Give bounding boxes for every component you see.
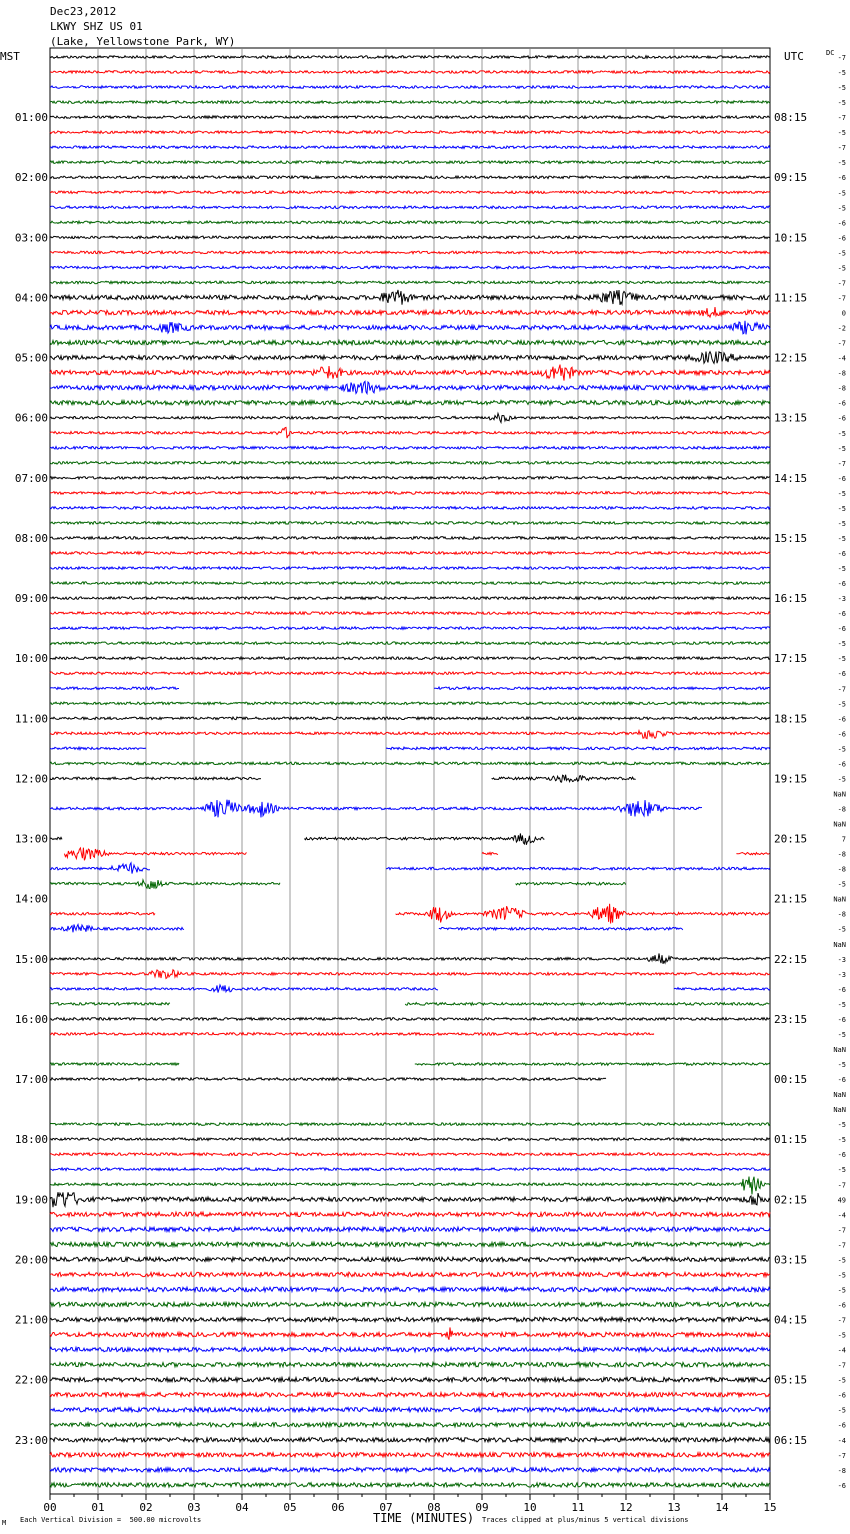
trace-blue: [50, 1347, 770, 1351]
dc-offset-label: -5: [837, 1121, 846, 1130]
left-hour-label: 04:00: [14, 291, 48, 305]
trace-blue: [50, 447, 770, 450]
dc-offset-label: -5: [837, 519, 846, 528]
dc-offset-label: -5: [837, 1136, 846, 1145]
dc-offset-label: -5: [837, 1166, 846, 1175]
dc-offset-label: -3: [837, 595, 846, 604]
right-hour-label: 21:15: [774, 892, 808, 906]
right-hour-label: 14:15: [774, 471, 808, 485]
dc-offset-label: -5: [837, 189, 846, 198]
dc-offset-label: -6: [837, 760, 846, 769]
dc-offset-label: -5: [837, 159, 846, 168]
dc-offset-label: -5: [837, 880, 846, 889]
trace-blue: [50, 1287, 770, 1291]
trace-black: [50, 1317, 770, 1321]
right-hour-label: 17:15: [774, 652, 808, 666]
trace-black: [50, 176, 770, 179]
trace-green: [50, 702, 770, 705]
trace-green: [50, 522, 770, 525]
x-tick-label: 00: [43, 1501, 57, 1514]
trace-red: [50, 1033, 654, 1036]
dc-offset-label: -6: [837, 1076, 846, 1085]
dc-offset-label: -6: [837, 234, 846, 243]
left-timezone-label: MST: [0, 50, 20, 63]
dc-offset-label: -6: [837, 715, 846, 724]
dc-offset-label: 0: [841, 309, 846, 318]
dc-offset-label: -8: [837, 384, 846, 393]
x-tick-label: 02: [139, 1501, 153, 1514]
trace-black: [50, 537, 770, 540]
dc-offset-label: -6: [837, 1421, 846, 1430]
dc-offset-label: -5: [837, 1286, 846, 1295]
dc-offset-label: -5: [837, 264, 846, 273]
trace-red: [396, 904, 770, 924]
trace-black: [50, 477, 770, 480]
dc-offset-label: -5: [837, 489, 846, 498]
x-tick-label: 04: [235, 1501, 249, 1514]
trace-red: [50, 307, 770, 317]
dc-offset-label: NaN: [833, 1091, 846, 1100]
trace-green: [50, 161, 770, 164]
dc-offset-label: -6: [837, 985, 846, 994]
trace-red: [50, 251, 770, 254]
dc-offset-label: -7: [837, 1226, 846, 1235]
trace-black: [50, 290, 770, 305]
trace-blue: [50, 206, 770, 209]
dc-offset-label: 49: [837, 1196, 846, 1205]
trace-green: [50, 462, 770, 465]
dc-offset-label: -3: [837, 955, 846, 964]
trace-green: [50, 1423, 770, 1427]
dc-offset-label: -6: [837, 1481, 846, 1490]
trace-green: [50, 582, 770, 585]
dc-offset-label: -6: [837, 1015, 846, 1024]
dc-offset-label: -8: [837, 369, 846, 378]
trace-green: [50, 1483, 770, 1487]
dc-offset-label: -4: [837, 1436, 846, 1445]
trace-black: [492, 775, 636, 782]
dc-offset-label: -5: [837, 204, 846, 213]
dc-offset-label: 7: [841, 835, 846, 844]
dc-offset-label: -6: [837, 1301, 846, 1310]
dc-offset-label: -5: [837, 1376, 846, 1385]
dc-offset-label: -6: [837, 625, 846, 634]
left-hour-label: 21:00: [14, 1313, 48, 1327]
dc-offset-label: -6: [837, 580, 846, 589]
right-hour-label: 06:15: [774, 1433, 808, 1447]
trace-blue: [50, 627, 770, 630]
trace-green: [50, 101, 770, 104]
x-tick-label: 06: [331, 1501, 345, 1514]
left-hour-label: 06:00: [14, 411, 48, 425]
x-tick-label: 15: [763, 1501, 777, 1514]
left-hour-label: 18:00: [14, 1133, 48, 1147]
trace-green: [50, 1242, 770, 1246]
dc-offset-label: -4: [837, 354, 846, 363]
dc-offset-label: -7: [837, 54, 846, 62]
plot-date: Dec23,2012: [50, 5, 117, 18]
trace-black: [50, 56, 770, 59]
right-timezone-label: UTC: [784, 50, 804, 63]
x-tick-label: 05: [283, 1501, 297, 1514]
trace-blue: [50, 321, 770, 335]
left-hour-label: 02:00: [14, 171, 48, 185]
dc-offset-label: -7: [837, 685, 846, 694]
dc-offset-label: -7: [837, 294, 846, 303]
dc-offset-label: -3: [837, 970, 846, 979]
trace-green: [50, 401, 770, 405]
trace-red: [50, 1153, 770, 1156]
dc-offset-label: -5: [837, 775, 846, 784]
station-code: LKWY SHZ US 01: [50, 20, 143, 33]
trace-red: [50, 731, 770, 739]
x-tick-label: 11: [571, 1501, 585, 1514]
trace-green: [50, 1302, 770, 1306]
trace-blue: [50, 381, 770, 393]
trace-black: [50, 236, 770, 239]
right-hour-label: 13:15: [774, 411, 808, 425]
left-hour-label: 14:00: [14, 892, 48, 906]
dc-offset-label: -5: [837, 1000, 846, 1009]
dc-offset-label: -5: [837, 700, 846, 709]
trace-green: [50, 281, 770, 284]
x-tick-label: 09: [475, 1501, 489, 1514]
trace-blue: [50, 800, 702, 818]
trace-red: [50, 1453, 770, 1457]
left-hour-label: 23:00: [14, 1433, 48, 1447]
dc-header-label: DC: [826, 49, 835, 57]
trace-red: [482, 852, 498, 854]
trace-red: [50, 970, 770, 979]
x-tick-label: 12: [619, 1501, 633, 1514]
dc-offset-label: -7: [837, 1316, 846, 1325]
dc-offset-label: -7: [837, 144, 846, 153]
left-hour-label: 11:00: [14, 712, 48, 726]
dc-offset-label: -7: [837, 279, 846, 288]
dc-offset-label: -7: [837, 459, 846, 468]
trace-blue: [50, 985, 438, 993]
trace-black: [50, 1078, 606, 1081]
trace-red: [50, 552, 770, 555]
dc-offset-label: -5: [837, 534, 846, 543]
trace-black: [50, 1257, 770, 1261]
right-hour-label: 23:15: [774, 1012, 808, 1026]
trace-blue: [50, 1468, 770, 1472]
trace-blue: [50, 266, 770, 269]
trace-black: [50, 777, 261, 780]
left-hour-label: 15:00: [14, 952, 48, 966]
trace-blue: [50, 925, 184, 933]
left-hour-label: 17:00: [14, 1073, 48, 1087]
dc-offset-label: -6: [837, 414, 846, 423]
dc-offset-label: -5: [837, 640, 846, 649]
dc-offset-label: -7: [837, 1241, 846, 1250]
dc-offset-label: -6: [837, 610, 846, 619]
x-tick-label: 13: [667, 1501, 681, 1514]
dc-offset-label: -5: [837, 1256, 846, 1265]
dc-offset-label: -6: [837, 670, 846, 679]
left-hour-label: 20:00: [14, 1253, 48, 1267]
dc-offset-label: NaN: [833, 1106, 846, 1115]
trace-red: [736, 853, 769, 855]
dc-offset-label: -6: [837, 219, 846, 228]
dc-offset-label: -5: [837, 1406, 846, 1415]
dc-offset-label: -5: [837, 745, 846, 754]
dc-offset-label: -7: [837, 1361, 846, 1370]
dc-offset-label: -7: [837, 114, 846, 123]
trace-red: [50, 1272, 770, 1276]
trace-blue: [50, 146, 770, 149]
right-hour-label: 08:15: [774, 111, 808, 125]
dc-offset-label: -8: [837, 850, 846, 859]
trace-blue: [50, 863, 150, 874]
dc-offset-label: -7: [837, 339, 846, 348]
trace-black: [304, 833, 544, 844]
trace-blue: [50, 1408, 770, 1412]
trace-red: [50, 672, 770, 675]
trace-blue: [439, 927, 683, 930]
dc-offset-label: NaN: [833, 940, 846, 949]
dc-offset-label: -5: [837, 1331, 846, 1340]
trace-black: [50, 116, 770, 119]
trace-black: [50, 1138, 770, 1141]
right-hour-label: 22:15: [774, 952, 808, 966]
trace-green: [50, 1177, 770, 1195]
dc-offset-label: -5: [837, 249, 846, 258]
left-hour-label: 19:00: [14, 1193, 48, 1207]
right-hour-label: 12:15: [774, 351, 808, 365]
right-hour-label: 09:15: [774, 171, 808, 185]
dc-offset-label: -7: [837, 1181, 846, 1190]
x-tick-label: 08: [427, 1501, 441, 1514]
trace-red: [50, 191, 770, 194]
left-hour-label: 12:00: [14, 772, 48, 786]
plot-frame: [50, 48, 770, 1494]
dc-offset-label: -8: [837, 805, 846, 814]
dc-offset-label: -6: [837, 174, 846, 183]
dc-offset-label: -6: [837, 1151, 846, 1160]
dc-offset-label: NaN: [833, 790, 846, 799]
trace-green: [50, 1003, 170, 1006]
trace-red: [50, 131, 770, 134]
dc-offset-label: -6: [837, 399, 846, 408]
x-axis-label: TIME (MINUTES): [373, 1511, 475, 1525]
dc-offset-label: -5: [837, 444, 846, 453]
trace-red: [50, 71, 770, 74]
trace-black: [50, 954, 770, 964]
right-hour-label: 19:15: [774, 772, 808, 786]
trace-green: [50, 642, 770, 645]
right-hour-label: 02:15: [774, 1193, 808, 1207]
left-hour-label: 16:00: [14, 1012, 48, 1026]
left-hour-label: 22:00: [14, 1373, 48, 1387]
left-hour-label: 08:00: [14, 531, 48, 545]
dc-offset-label: NaN: [833, 820, 846, 829]
trace-green: [50, 762, 770, 765]
x-tick-label: 03: [187, 1501, 201, 1514]
x-tick-label: 14: [715, 1501, 729, 1514]
dc-offset-label: -2: [837, 324, 846, 333]
trace-blue: [434, 687, 770, 690]
right-hour-label: 20:15: [774, 832, 808, 846]
trace-green: [415, 1063, 770, 1066]
trace-green: [405, 1003, 769, 1006]
left-hour-label: 05:00: [14, 351, 48, 365]
dc-offset-label: -5: [837, 655, 846, 664]
x-tick-label: 01: [91, 1501, 105, 1514]
dc-offset-label: -5: [837, 925, 846, 934]
right-hour-label: 10:15: [774, 231, 808, 245]
trace-red: [50, 612, 770, 615]
x-tick-label: 07: [379, 1501, 393, 1514]
trace-red: [50, 912, 155, 915]
trace-blue: [50, 567, 770, 570]
x-tick-label: 10: [523, 1501, 537, 1514]
dc-offset-label: -5: [837, 565, 846, 574]
trace-blue: [50, 1168, 770, 1171]
right-hour-label: 15:15: [774, 531, 808, 545]
dc-offset-label: NaN: [833, 895, 846, 904]
trace-black: [50, 657, 770, 660]
dc-offset-label: -5: [837, 1061, 846, 1070]
trace-red: [50, 492, 770, 495]
dc-offset-label: -8: [837, 910, 846, 919]
trace-black: [50, 1018, 770, 1021]
right-hour-label: 03:15: [774, 1253, 808, 1267]
dc-offset-label: -8: [837, 865, 846, 874]
right-hour-label: 01:15: [774, 1133, 808, 1147]
dc-offset-label: -5: [837, 84, 846, 93]
trace-green: [50, 1063, 179, 1066]
trace-green: [50, 1123, 770, 1126]
station-location: (Lake, Yellowstone Park, WY): [50, 35, 236, 48]
dc-offset-label: -5: [837, 69, 846, 78]
trace-red: [50, 1327, 770, 1339]
dc-offset-label: -7: [837, 1451, 846, 1460]
trace-black: [50, 597, 770, 600]
right-hour-label: 18:15: [774, 712, 808, 726]
trace-green: [50, 1362, 770, 1366]
right-hour-label: 04:15: [774, 1313, 808, 1327]
trace-red: [50, 427, 770, 438]
right-hour-label: 05:15: [774, 1373, 808, 1387]
corner-mark: M: [2, 1519, 7, 1527]
trace-black: [50, 1377, 770, 1381]
dc-offset-label: -5: [837, 504, 846, 513]
trace-red: [50, 365, 770, 381]
trace-red: [64, 848, 246, 861]
dc-offset-label: -5: [837, 129, 846, 138]
left-hour-label: 01:00: [14, 111, 48, 125]
right-hour-label: 16:15: [774, 592, 808, 606]
trace-green: [516, 882, 626, 885]
trace-black: [50, 717, 770, 720]
left-hour-label: 10:00: [14, 652, 48, 666]
dc-offset-label: -6: [837, 549, 846, 558]
trace-green: [50, 340, 770, 344]
trace-red: [50, 1212, 770, 1216]
trace-black: [50, 1192, 770, 1207]
left-hour-label: 09:00: [14, 592, 48, 606]
left-hour-label: 13:00: [14, 832, 48, 846]
dc-offset-label: -5: [837, 429, 846, 438]
trace-black: [50, 413, 770, 422]
dc-offset-label: -5: [837, 1030, 846, 1039]
left-hour-label: 03:00: [14, 231, 48, 245]
dc-offset-label: -5: [837, 99, 846, 108]
right-hour-label: 11:15: [774, 291, 808, 305]
trace-red: [50, 1393, 770, 1397]
trace-black: [50, 837, 62, 839]
trace-blue: [50, 507, 770, 510]
dc-offset-label: -5: [837, 1271, 846, 1280]
trace-black: [50, 352, 770, 364]
dc-offset-label: NaN: [833, 1045, 846, 1054]
dc-offset-label: -4: [837, 1346, 846, 1355]
dc-offset-label: -6: [837, 730, 846, 739]
trace-blue: [50, 1227, 770, 1231]
trace-green: [50, 221, 770, 224]
dc-offset-label: -6: [837, 474, 846, 483]
trace-black: [50, 1438, 770, 1442]
trace-green: [50, 880, 280, 889]
trace-blue: [50, 687, 179, 690]
left-hour-label: 07:00: [14, 471, 48, 485]
trace-blue: [50, 86, 770, 89]
clip-note: Traces clipped at plus/minus 5 vertical divisions: [482, 1516, 689, 1524]
dc-offset-label: -4: [837, 1211, 846, 1220]
scale-note: Each Vertical Division = 500.00 microvolts: [20, 1516, 202, 1524]
right-hour-label: 00:15: [774, 1073, 808, 1087]
dc-offset-label: -6: [837, 1391, 846, 1400]
dc-offset-label: -8: [837, 1466, 846, 1475]
